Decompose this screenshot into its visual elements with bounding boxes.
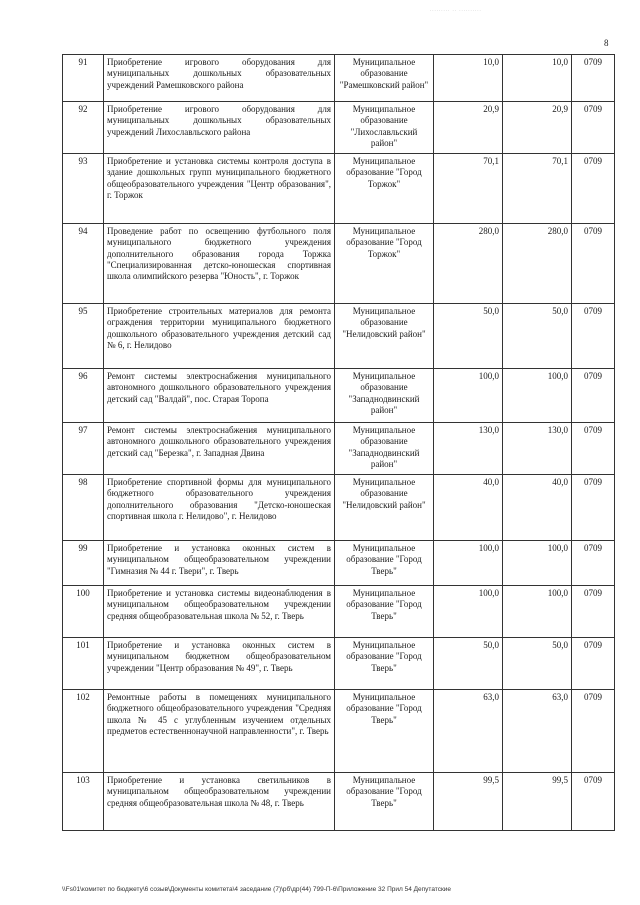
- row-recipient: Муниципальное образование "Западнодвинский район": [335, 423, 434, 475]
- row-code: 0709: [572, 154, 615, 224]
- row-amount-1: 20,9: [434, 102, 503, 154]
- row-number: 99: [63, 541, 104, 586]
- table-row: [63, 638, 615, 690]
- row-amount-2: 50,0: [503, 304, 572, 369]
- row-number: 93: [63, 154, 104, 224]
- table-row: [63, 369, 615, 423]
- footer-file-path: \\Fs01\комитет по бюджету\6 созыв\Документы комитета\4 заседание (7)\рб\др(44) 799-П-6\Приложение 32 Прил 54 Депутатские: [62, 886, 452, 893]
- row-amount-1: 130,0: [434, 423, 503, 475]
- row-recipient: Муниципальное образование "Город Торжок": [335, 224, 434, 304]
- header-scan-marks: ......... .. ..........: [430, 8, 482, 13]
- table-row: [63, 224, 615, 304]
- row-number: 96: [63, 369, 104, 423]
- row-amount-1: 50,0: [434, 638, 503, 690]
- table-row: [63, 475, 615, 541]
- table-row: [63, 304, 615, 369]
- table-body: [63, 55, 615, 831]
- table-row: [63, 586, 615, 638]
- row-recipient: Муниципальное образование "Город Тверь": [335, 638, 434, 690]
- row-amount-1: 280,0: [434, 224, 503, 304]
- row-description: Проведение работ по освещению футбольного поля муниципального бюджетного учреждения дополнительного образования города Торжка "Специализированная детско-юношеская спортивная школа олимпийского резерва "Юность", г. Торжок: [104, 224, 335, 304]
- row-description: Приобретение и установка системы контроля доступа в здание дошкольных групп муниципального бюджетного общеобразовательного учреждения "Центр образования", г. Торжок: [104, 154, 335, 224]
- table-row: [63, 773, 615, 831]
- row-description: Приобретение и установка оконных систем в муниципальном бюджетном общеобразовательном учреждении "Центр образования № 49", г. Тверь: [104, 638, 335, 690]
- row-description: Приобретение строительных материалов для ремонта ограждения территории муниципального бюджетного дошкольного образовательного учреждения детский сад № 6, г. Нелидово: [104, 304, 335, 369]
- row-amount-2: 70,1: [503, 154, 572, 224]
- row-recipient: Муниципальное образование "Город Торжок": [335, 154, 434, 224]
- row-amount-2: 100,0: [503, 541, 572, 586]
- row-recipient: Муниципальное образование "Город Тверь": [335, 586, 434, 638]
- row-recipient: Муниципальное образование "Город Тверь": [335, 541, 434, 586]
- row-code: 0709: [572, 102, 615, 154]
- row-code: 0709: [572, 369, 615, 423]
- row-number: 98: [63, 475, 104, 541]
- row-amount-2: 130,0: [503, 423, 572, 475]
- row-code: 0709: [572, 224, 615, 304]
- row-recipient: Муниципальное образование "Западнодвинский район": [335, 369, 434, 423]
- row-recipient: Муниципальное образование "Нелидовский район": [335, 475, 434, 541]
- page-number: 8: [604, 38, 609, 48]
- table-row: [63, 690, 615, 773]
- row-description: Приобретение спортивной формы для муниципального бюджетного образовательного учреждения дополнительного образования "Детско-юношеская спортивная школа г. Нелидово", г. Нелидово: [104, 475, 335, 541]
- row-amount-2: 40,0: [503, 475, 572, 541]
- row-number: 95: [63, 304, 104, 369]
- table-row: [63, 154, 615, 224]
- row-number: 101: [63, 638, 104, 690]
- row-number: 97: [63, 423, 104, 475]
- row-number: 100: [63, 586, 104, 638]
- row-recipient: Муниципальное образование "Лихославльский район": [335, 102, 434, 154]
- row-amount-2: 280,0: [503, 224, 572, 304]
- row-amount-1: 63,0: [434, 690, 503, 773]
- row-code: 0709: [572, 423, 615, 475]
- row-description: Приобретение игрового оборудования для муниципальных дошкольных образовательных учреждений Рамешковского района: [104, 55, 335, 102]
- row-description: Ремонтные работы в помещениях муниципального бюджетного общеобразовательного учреждения "Средняя школа № 45 с углубленным изучением отдельных предметов естественнонаучной направленности", г. Тверь: [104, 690, 335, 773]
- table-row: [63, 423, 615, 475]
- row-amount-2: 99,5: [503, 773, 572, 831]
- table-row: [63, 541, 615, 586]
- row-amount-2: 10,0: [503, 55, 572, 102]
- row-description: Приобретение и установка системы видеонаблюдения в муниципальном общеобразовательном учреждении средняя общеобразовательная школа № 52, г. Тверь: [104, 586, 335, 638]
- row-number: 91: [63, 55, 104, 102]
- row-amount-2: 63,0: [503, 690, 572, 773]
- row-code: 0709: [572, 55, 615, 102]
- row-recipient: Муниципальное образование "Рамешковский район": [335, 55, 434, 102]
- row-amount-1: 100,0: [434, 541, 503, 586]
- row-description: Ремонт системы электроснабжения муниципального автономного дошкольного образовательного учреждения детский сад "Березка", г. Западная Двина: [104, 423, 335, 475]
- row-number: 92: [63, 102, 104, 154]
- row-amount-2: 20,9: [503, 102, 572, 154]
- row-code: 0709: [572, 304, 615, 369]
- row-code: 0709: [572, 586, 615, 638]
- row-amount-1: 70,1: [434, 154, 503, 224]
- row-amount-1: 100,0: [434, 369, 503, 423]
- row-amount-1: 99,5: [434, 773, 503, 831]
- row-number: 94: [63, 224, 104, 304]
- row-amount-2: 100,0: [503, 586, 572, 638]
- row-description: Ремонт системы электроснабжения муниципального автономного дошкольного образовательного учреждения детский сад "Валдай", пос. Старая Торопа: [104, 369, 335, 423]
- row-code: 0709: [572, 541, 615, 586]
- row-recipient: Муниципальное образование "Город Тверь": [335, 690, 434, 773]
- row-amount-1: 40,0: [434, 475, 503, 541]
- table-row: [63, 55, 615, 102]
- row-code: 0709: [572, 690, 615, 773]
- row-description: Приобретение и установка светильников в муниципальном общеобразовательном учреждении средняя общеобразовательная школа № 48, г. Тверь: [104, 773, 335, 831]
- row-description: Приобретение игрового оборудования для муниципальных дошкольных образовательных учреждений Лихославльского района: [104, 102, 335, 154]
- row-amount-2: 100,0: [503, 369, 572, 423]
- row-amount-1: 100,0: [434, 586, 503, 638]
- row-code: 0709: [572, 773, 615, 831]
- allocation-table: [62, 54, 615, 831]
- row-number: 102: [63, 690, 104, 773]
- row-code: 0709: [572, 638, 615, 690]
- row-number: 103: [63, 773, 104, 831]
- row-code: 0709: [572, 475, 615, 541]
- row-recipient: Муниципальное образование "Нелидовский район": [335, 304, 434, 369]
- row-amount-1: 50,0: [434, 304, 503, 369]
- row-amount-2: 50,0: [503, 638, 572, 690]
- row-recipient: Муниципальное образование "Город Тверь": [335, 773, 434, 831]
- row-description: Приобретение и установка оконных систем в муниципальном общеобразовательном учреждении "Гимназия № 44 г. Твери", г. Тверь: [104, 541, 335, 586]
- table-row: [63, 102, 615, 154]
- row-amount-1: 10,0: [434, 55, 503, 102]
